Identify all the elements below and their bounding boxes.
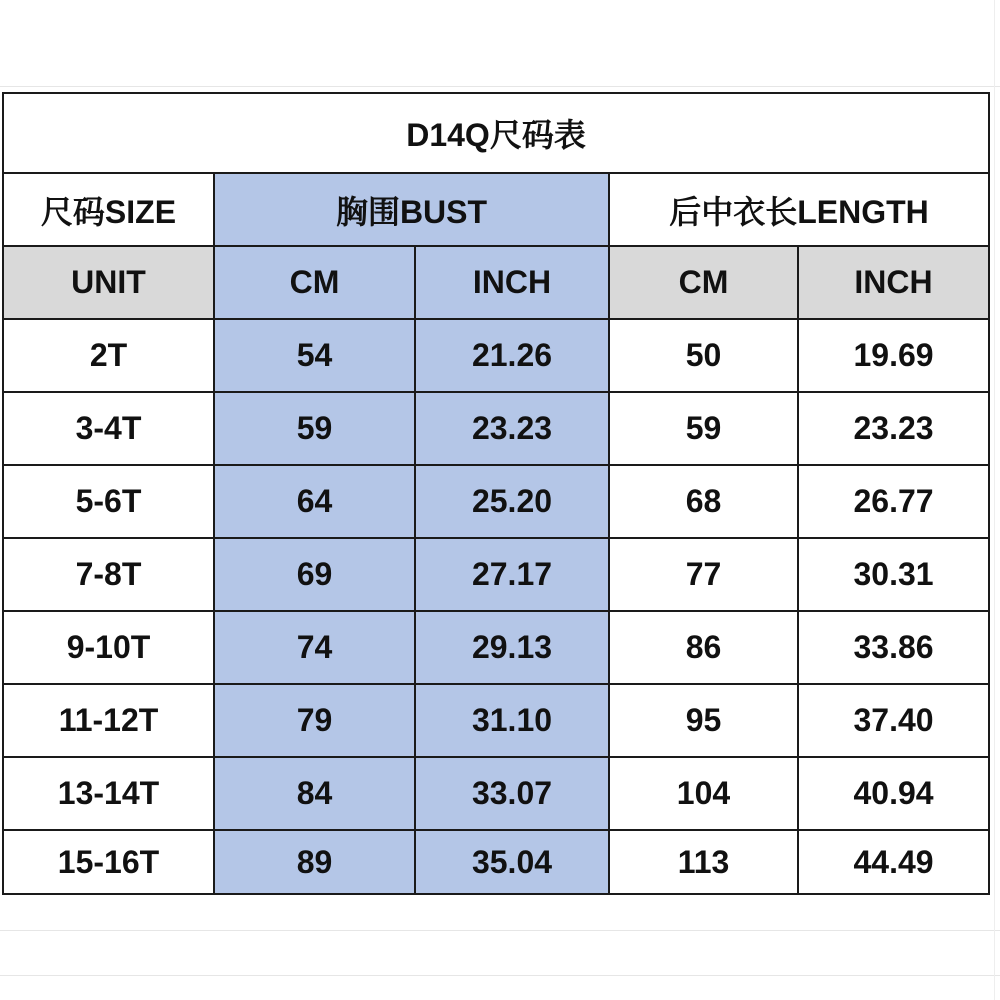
header-length: 后中衣长LENGTH <box>609 173 989 246</box>
cell-size: 5-6T <box>3 465 214 538</box>
cell-bust-cm: 59 <box>214 392 415 465</box>
cell-bust-inch: 33.07 <box>415 757 609 830</box>
sheet-gridline <box>0 930 1000 931</box>
title-row <box>3 93 989 173</box>
cell-bust-inch: 27.17 <box>415 538 609 611</box>
cell-size: 9-10T <box>3 611 214 684</box>
cell-length-inch: 19.69 <box>798 319 989 392</box>
cell-size: 3-4T <box>3 392 214 465</box>
table-row <box>3 830 989 894</box>
header-size: 尺码SIZE <box>3 173 214 246</box>
cell-length-inch: 26.77 <box>798 465 989 538</box>
cell-bust-cm: 74 <box>214 611 415 684</box>
cell-bust-inch: 25.20 <box>415 465 609 538</box>
unit-length-cm: CM <box>609 246 798 319</box>
unit-label: UNIT <box>3 246 214 319</box>
cell-bust-inch: 31.10 <box>415 684 609 757</box>
cell-length-inch: 44.49 <box>798 830 989 894</box>
cell-bust-cm: 89 <box>214 830 415 894</box>
cell-length-inch: 33.86 <box>798 611 989 684</box>
cell-bust-inch: 29.13 <box>415 611 609 684</box>
cell-size: 15-16T <box>3 830 214 894</box>
cell-length-inch: 40.94 <box>798 757 989 830</box>
size-chart-table <box>2 92 990 895</box>
cell-bust-cm: 79 <box>214 684 415 757</box>
cell-size: 11-12T <box>3 684 214 757</box>
cell-bust-cm: 84 <box>214 757 415 830</box>
cell-length-inch: 37.40 <box>798 684 989 757</box>
cell-bust-cm: 64 <box>214 465 415 538</box>
cell-length-cm: 86 <box>609 611 798 684</box>
unit-length-inch: INCH <box>798 246 989 319</box>
table-row <box>3 319 989 392</box>
cell-size: 13-14T <box>3 757 214 830</box>
sheet-gridline <box>994 0 995 1000</box>
cell-bust-inch: 35.04 <box>415 830 609 894</box>
table-row <box>3 392 989 465</box>
cell-bust-cm: 69 <box>214 538 415 611</box>
header-bust: 胸围BUST <box>214 173 609 246</box>
table-row <box>3 611 989 684</box>
cell-bust-cm: 54 <box>214 319 415 392</box>
sheet-gridline <box>0 86 1000 87</box>
unit-row <box>3 246 989 319</box>
header-row <box>3 173 989 246</box>
unit-bust-inch: INCH <box>415 246 609 319</box>
cell-length-cm: 68 <box>609 465 798 538</box>
cell-bust-inch: 21.26 <box>415 319 609 392</box>
unit-bust-cm: CM <box>214 246 415 319</box>
table-row <box>3 684 989 757</box>
cell-length-cm: 77 <box>609 538 798 611</box>
cell-length-inch: 23.23 <box>798 392 989 465</box>
cell-size: 2T <box>3 319 214 392</box>
table-row <box>3 465 989 538</box>
sheet-gridline <box>0 975 1000 976</box>
cell-length-cm: 113 <box>609 830 798 894</box>
table-row <box>3 538 989 611</box>
table-row <box>3 757 989 830</box>
cell-size: 7-8T <box>3 538 214 611</box>
table-title: D14Q尺码表 <box>3 93 989 173</box>
cell-length-cm: 50 <box>609 319 798 392</box>
cell-length-cm: 59 <box>609 392 798 465</box>
cell-length-cm: 95 <box>609 684 798 757</box>
cell-length-cm: 104 <box>609 757 798 830</box>
cell-bust-inch: 23.23 <box>415 392 609 465</box>
cell-length-inch: 30.31 <box>798 538 989 611</box>
